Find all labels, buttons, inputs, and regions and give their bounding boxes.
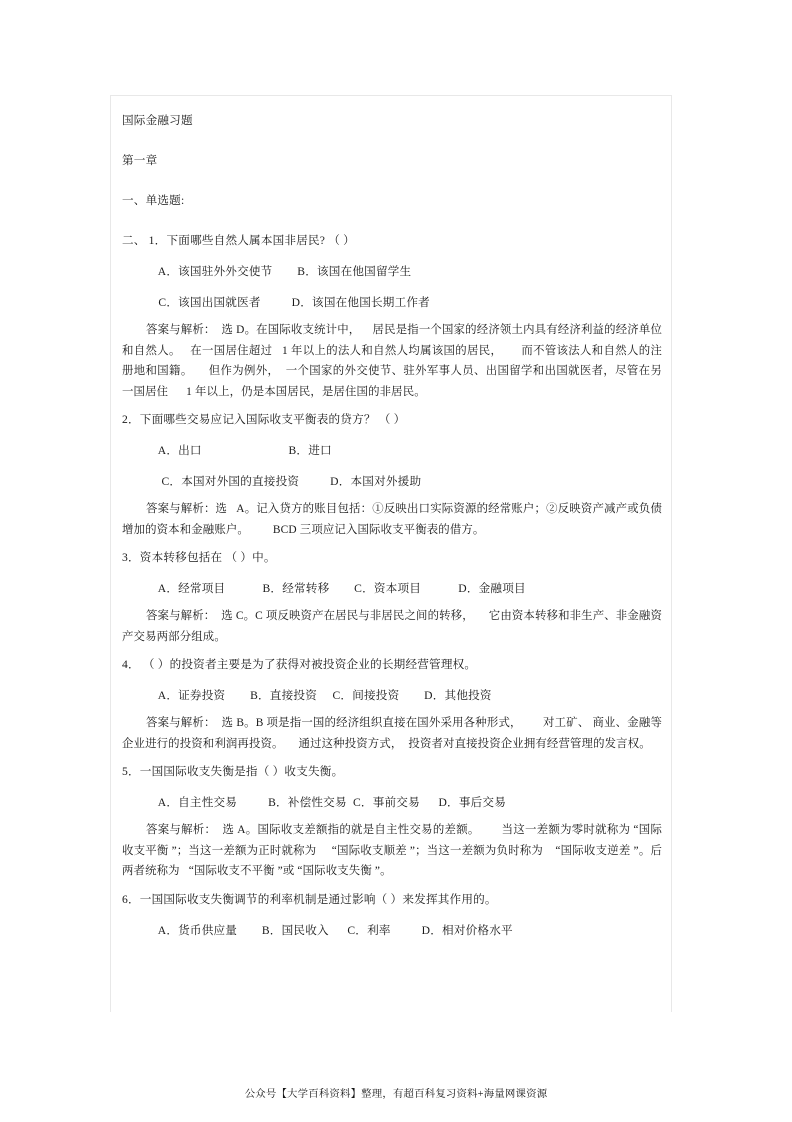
- question-option-row: A．出口 B．进口: [146, 444, 332, 457]
- question-option-row: A．自主性交易 B．补偿性交易 C．事前交易 D．事后交易: [146, 796, 507, 809]
- spacer: [122, 176, 662, 185]
- question-answer: 答案与解析： 选 A。国际收支差额指的就是自主性交易的差额。 当这一差额为零时就称为 “国际收支平衡 ”；当这一差额为正时就称为 “国际收支顺差 ”；当这一差额为负时称为 “国际收支逆差 ”。后两者统称为 “国际收支不平衡 ”或 “国际收支失衡 ”。: [122, 824, 662, 877]
- question-option-row: A．该国驻外外交使节 B．该国在他国留学生: [146, 265, 412, 278]
- question-stem: 6．一国国际收支失衡调节的利率机制是通过影响（ ）来发挥其作用的。: [122, 892, 497, 906]
- question-stem: 3．资本转移包括在 （ ）中。: [122, 551, 276, 564]
- spacer: [122, 136, 662, 145]
- question-answer: 答案与解析： 选 C。C 项反映资产在居民与非居民之间的转移， 它由资本转移和非生产、非金融资产交易两部分组成。: [122, 610, 662, 643]
- document-title: 国际金融习题: [122, 114, 193, 127]
- question-answer: 答案与解析：选 A。记入贷方的账目包括：①反映出口实际资源的经常账户；②反映资产减产或负债增加的资本和金融账户。 BCD 三项应记入国际收支平衡表的借方。: [122, 503, 662, 536]
- spacer: [122, 216, 662, 225]
- question-stem: 2．下面哪些交易应记入国际收支平衡表的贷方？ （ ）: [122, 413, 406, 426]
- question-option-row: A．证券投资 B．直接投资 C．间接投资 D．其他投资: [146, 689, 492, 702]
- question-option-row: C．该国出国就医者 D．该国在他国长期工作者: [146, 296, 430, 309]
- content-frame: [110, 95, 672, 1012]
- question-stem: 4． （ ）的投资者主要是为了获得对被投资企业的长期经营管理权。: [122, 658, 477, 671]
- question-option-row: A．货币供应量 B．国民收入 C．利率 D．相对价格水平: [146, 923, 513, 937]
- question-stem: 5．一国国际收支失衡是指（ ）收支失衡。: [122, 765, 344, 778]
- question-answer: 答案与解析： 选 D。在国际收支统计中， 居民是指一个国家的经济领土内具有经济利益的经济单位和自然人。 在一国居住超过 1 年以上的法人和自然人均属该国的居民， 而不管该法人和自然人的注册地和国籍。 但作为例外， 一个国家的外交使节、驻外军事人员、出国留学和出国就医者，尽管在另一国居住 1 年以上，仍是本国居民，是居住国的非居民。: [122, 324, 662, 398]
- question-stem: 二、 1．下面哪些自然人属本国非居民? （ ）: [122, 234, 355, 247]
- page-footer: 公众号【大学百科资料】整理，有超百科复习资料+海量网课资源: [244, 1089, 548, 1100]
- chapter-heading: 第一章: [122, 154, 158, 167]
- question-answer: 答案与解析： 选 B。B 项是指一国的经济组织直接在国外采用各种形式， 对工矿、 商业、金融等企业进行的投资和利润再投资。 通过这种投资方式， 投资者对直接投资企业拥有经营管理的发言权。: [122, 717, 662, 750]
- document-body: [111, 96, 672, 946]
- question-option-row: C．本国对外国的直接投资 D．本国对外援助: [146, 475, 422, 488]
- question-option-row: A．经常项目 B．经常转移 C．资本项目 D．金融项目: [146, 582, 526, 595]
- section-heading: 一、单选题:: [122, 194, 185, 207]
